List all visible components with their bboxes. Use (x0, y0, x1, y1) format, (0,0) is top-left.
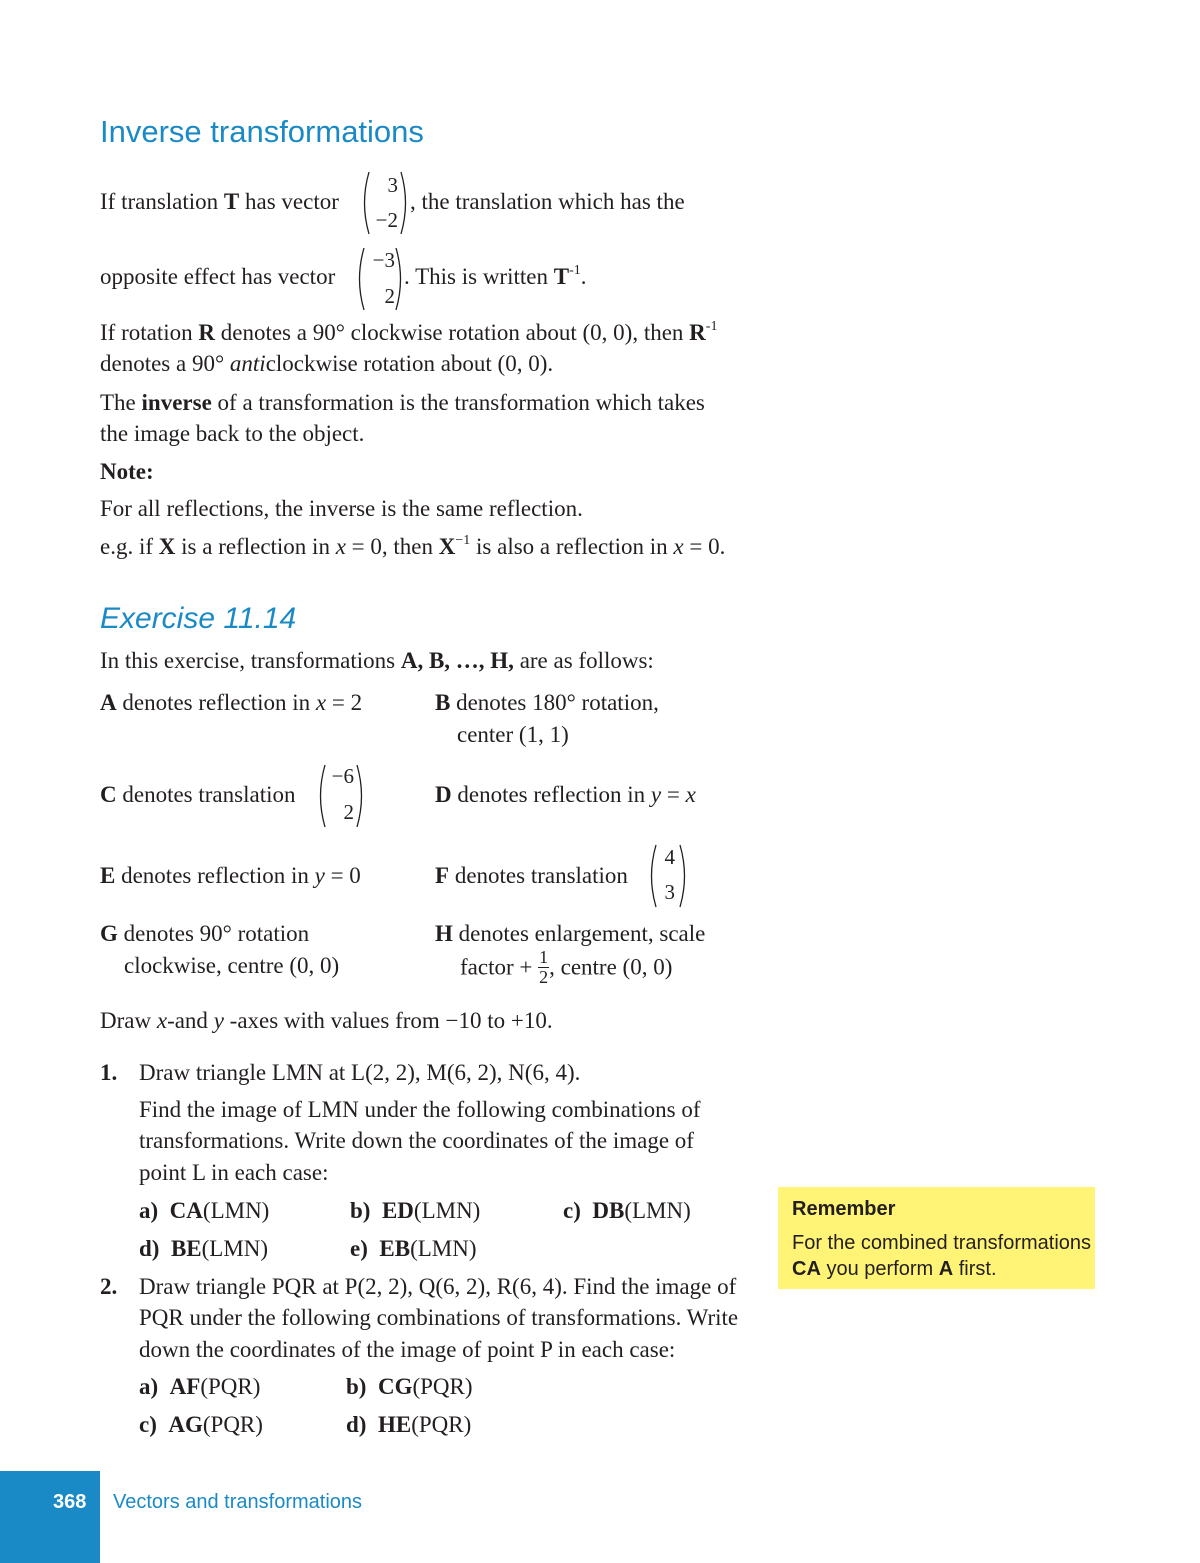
column-vector-F: 4 3 (647, 843, 689, 909)
paragraph-inverse-line2: the image back to the object. (100, 421, 365, 446)
remember-title: Remember (792, 1198, 896, 1220)
question-1-part-b: b) ED(LMN) (350, 1198, 481, 1223)
question-1-part-e: e) EB(LMN) (350, 1236, 477, 1261)
note-label: Note: (100, 459, 154, 484)
question-2-part-d: d) HE(PQR) (346, 1412, 472, 1437)
question-1-line1: Draw triangle LMN at L(2, 2), M(6, 2), N(6, 4). (139, 1060, 581, 1085)
question-2-line1: Draw triangle PQR at P(2, 2), Q(6, 2), R(6, 4). Find the image of (139, 1274, 737, 1299)
definition-E: E denotes reflection in y = 0 (100, 863, 361, 888)
fraction-one-half: $\frac{1}{2}$ (539, 947, 549, 987)
question-2-part-a: a) AF(PQR) (139, 1374, 261, 1399)
page-number: 368 (53, 1491, 87, 1513)
column-vector-C: −6 2 (316, 763, 366, 829)
paragraph-translation-line1-end: , the translation which has the (410, 189, 685, 214)
axes-instruction: Draw x-and y -axes with values from −10 to +10. (100, 1008, 553, 1033)
column-vector-T: 3 −2 (360, 170, 410, 236)
question-1-part-c: c) DB(LMN) (563, 1198, 691, 1223)
paragraph-translation-line1: If translation T has vector (100, 189, 339, 214)
question-1-line3: transformations. Write down the coordinates of the image of (139, 1128, 694, 1153)
question-2-line2: PQR under the following combinations of transformations. Write (139, 1305, 739, 1330)
note-line1: For all reflections, the inverse is the same reflection. (100, 496, 583, 521)
question-1-line2: Find the image of LMN under the following combinations of (139, 1097, 701, 1122)
exercise-title: Exercise 11.14 (100, 602, 297, 635)
question-1-part-a: a) CA(LMN) (139, 1198, 270, 1223)
definition-H-line2: factor + $\frac{1}{2}$ , centre (0, 0) (460, 947, 673, 987)
paragraph-translation-line2: opposite effect has vector (100, 264, 336, 289)
paragraph-rotation-line1: If rotation R denotes a 90° clockwise rotation about (0, 0), then $R^{-1}$ (100, 319, 718, 345)
definition-A: A denotes reflection in x = 2 (100, 690, 363, 715)
definition-G: G denotes 90° rotation (100, 921, 310, 946)
definition-C: C denotes translation (100, 782, 296, 807)
question-2-part-c: c) AG(PQR) (139, 1412, 263, 1437)
definition-F: F denotes translation (435, 863, 628, 888)
definition-G-line2: clockwise, centre (0, 0) (124, 953, 340, 978)
remember-line2: CA you perform A first. (792, 1258, 997, 1280)
question-2-part-b: b) CG(PQR) (346, 1374, 473, 1399)
paragraph-rotation-line2: denotes a 90° anticlockwise rotation about (0, 0). (100, 351, 554, 376)
remember-line1: For the combined transformations (792, 1232, 1092, 1254)
exercise-intro: In this exercise, transformations A, B, …, H, are as follows: (100, 648, 654, 673)
definition-B: B denotes 180° rotation, (435, 690, 659, 715)
question-1-number: 1. (100, 1060, 118, 1085)
paragraph-translation-line2-end: . This is written $T^{-1}$. (404, 263, 587, 289)
remember-box (778, 1187, 1095, 1289)
section-title: Inverse transformations (100, 114, 424, 149)
paragraph-inverse-line1: The inverse of a transformation is the transformation which takes (100, 390, 705, 415)
definition-H: H denotes enlargement, scale (435, 921, 706, 946)
page-number-tab (0, 1471, 100, 1563)
chapter-title: Vectors and transformations (113, 1491, 363, 1513)
note-example: e.g. if X is a reflection in x = 0, then $X^{-1}$ is also a reflection in x = 0. (100, 533, 726, 559)
question-1-line4: point L in each case: (139, 1160, 329, 1185)
column-vector-T-inverse: −3 2 (355, 246, 405, 312)
definition-D: D denotes reflection in y = x (435, 782, 696, 807)
question-2-number: 2. (100, 1274, 118, 1299)
question-1-part-d: d) BE(LMN) (139, 1236, 269, 1261)
definition-B-line2: center (1, 1) (457, 722, 569, 747)
question-2-line3: down the coordinates of the image of point P in each case: (139, 1337, 676, 1362)
